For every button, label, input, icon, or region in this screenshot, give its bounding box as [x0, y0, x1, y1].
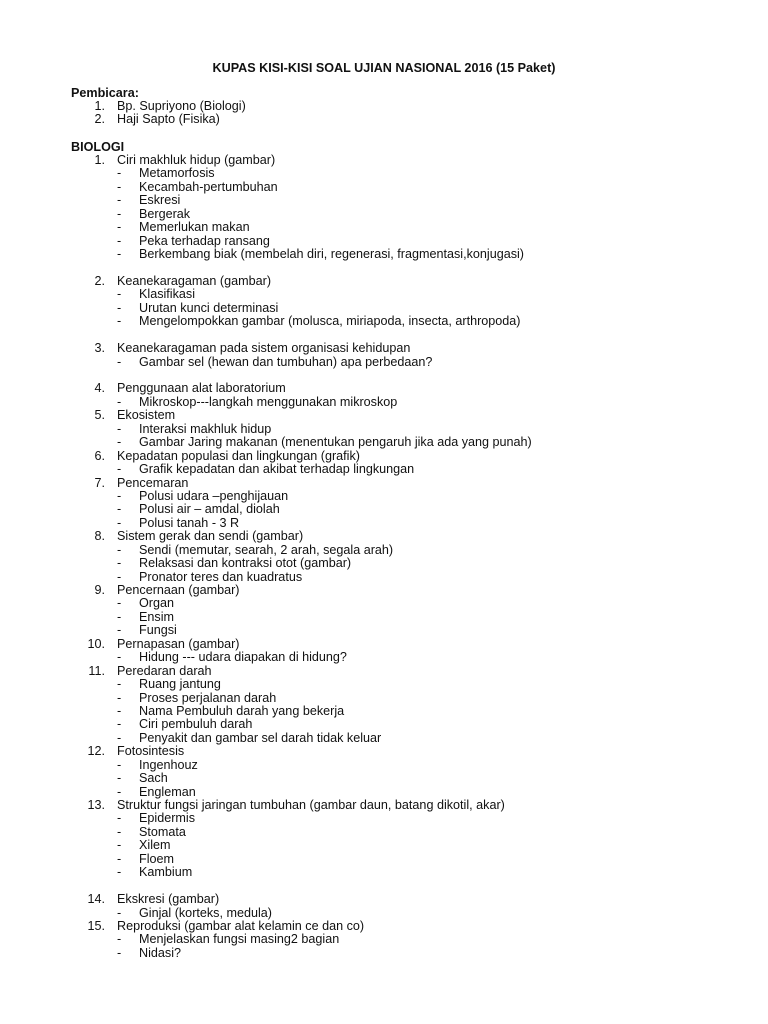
topic-number: 9. [94, 583, 105, 597]
topic-label: Reproduksi (gambar alat kelamin ce dan co) [117, 918, 365, 933]
subtopic-label: Menjelaskan fungsi masing2 bagian [139, 932, 340, 947]
topic-number: 8. [94, 529, 105, 544]
topic-item [71, 382, 751, 409]
topic-number: 3. [94, 341, 105, 356]
subtopic-item [71, 436, 751, 449]
topic-item [71, 665, 751, 746]
topic-number: 12. [87, 744, 105, 759]
subtopic-label: Floem [139, 851, 174, 866]
topic-heading [71, 530, 751, 543]
topic-label: Peredaran darah [117, 663, 212, 678]
bullet-dash: - [117, 730, 122, 745]
subtopic-label: Peka terhadap ransang [139, 233, 270, 248]
topic-label: Keanekaragaman pada sistem organisasi kehidupan [117, 341, 411, 356]
topic-item [71, 530, 751, 584]
subtopic-item [71, 907, 751, 920]
topic-item [71, 584, 751, 638]
topic-number: 13. [87, 798, 105, 812]
subtopic-label: Polusi udara –penghijauan [139, 488, 289, 503]
section-heading: BIOLOGI [71, 140, 125, 154]
subtopic-label: Memerlukan makan [139, 220, 250, 235]
topic-number: 7. [94, 475, 105, 490]
subtopic-label: Ginjal (korteks, medula) [139, 905, 272, 920]
subtopic-label: Ciri pembuluh darah [139, 717, 253, 732]
subtopic-item [71, 853, 751, 866]
subtopic-label: Kambium [139, 865, 193, 880]
bullet-dash: - [117, 771, 122, 786]
subtopic-label: Interaksi makhluk hidup [139, 421, 272, 436]
subtopic-item [71, 517, 751, 530]
subtopic-item [71, 557, 751, 570]
subtopic-item [71, 208, 751, 221]
subtopic-label: Bergerak [139, 206, 191, 221]
subtopic-label: Klasifikasi [139, 287, 195, 302]
subtopic-item [71, 423, 751, 436]
topic-label: Ekosistem [117, 408, 176, 423]
topic-number: 14. [87, 892, 105, 907]
subtopic-item [71, 933, 751, 946]
subtopic-label: Mikroskop---langkah menggunakan mikroskop [139, 394, 398, 409]
subtopic-item [71, 678, 751, 691]
subtopic-item [71, 396, 751, 409]
subtopic-label: Pronator teres dan kuadratus [139, 569, 303, 584]
topic-heading [71, 799, 751, 812]
topic-number: 5. [94, 408, 105, 423]
subtopic-item [71, 759, 751, 772]
topic-heading [71, 638, 751, 651]
subtopic-item [71, 248, 751, 261]
topic-label: Ekskresi (gambar) [117, 892, 220, 907]
topic-item [71, 275, 751, 329]
speaker-name: Bp. Supriyono (Biologi) [117, 99, 246, 113]
topic-heading [71, 450, 751, 463]
bullet-dash: - [117, 166, 122, 181]
topic-heading [71, 342, 751, 355]
blank-line [71, 369, 751, 382]
subtopic-item [71, 463, 751, 476]
bullet-dash: - [117, 784, 122, 799]
subtopic-item [71, 705, 751, 718]
subtopic-label: Mengelompokkan gambar (molusca, miriapoda, insecta, arthropoda) [139, 314, 521, 329]
bullet-dash: - [117, 932, 122, 947]
topic-number: 6. [94, 448, 105, 463]
subtopic-item [71, 651, 751, 664]
subtopic-label: Kecambah-pertumbuhan [139, 179, 278, 194]
topic-label: Pencemaran [117, 475, 189, 490]
speaker-number: 2. [94, 112, 105, 127]
subtopic-label: Fungsi [139, 623, 177, 638]
subtopic-label: Berkembang biak (membelah diri, regenerasi, fragmentasi,konjugasi) [139, 247, 524, 262]
bullet-dash: - [117, 609, 122, 624]
bullet-dash: - [117, 247, 122, 262]
subtopic-item [71, 503, 751, 516]
topic-item [71, 154, 751, 262]
subtopic-item [71, 356, 751, 369]
topic-heading [71, 893, 751, 906]
subtopic-item [71, 732, 751, 745]
subtopic-item [71, 786, 751, 799]
topic-heading [71, 154, 751, 167]
bullet-dash: - [117, 354, 122, 369]
subtopic-label: Gambar sel (hewan dan tumbuhan) apa perbedaan? [139, 354, 433, 369]
topic-heading [71, 409, 751, 422]
subtopic-label: Polusi air – amdal, diolah [139, 502, 280, 517]
subtopic-item [71, 544, 751, 557]
topic-label: Struktur fungsi jaringan tumbuhan (gambar daun, batang dikotil, akar) [117, 798, 505, 812]
subtopic-label: Grafik kepadatan dan akibat terhadap lingkungan [139, 462, 415, 477]
subtopic-label: Sendi (memutar, searah, 2 arah, segala arah) [139, 542, 394, 557]
topic-heading [71, 382, 751, 395]
bullet-dash: - [117, 179, 122, 194]
subtopic-item [71, 288, 751, 301]
bullet-dash: - [117, 300, 122, 315]
bullet-dash: - [117, 703, 122, 718]
topic-label: Fotosintesis [117, 744, 185, 759]
topic-item [71, 409, 751, 449]
bullet-dash: - [117, 865, 122, 880]
blank-line [71, 329, 751, 342]
bullet-dash: - [117, 421, 122, 436]
topic-item [71, 799, 751, 880]
topic-number: 15. [87, 918, 105, 933]
topic-label: Keanekaragaman (gambar) [117, 273, 272, 288]
subtopic-item [71, 772, 751, 785]
topic-label: Ciri makhluk hidup (gambar) [117, 153, 276, 167]
subtopic-label: Relaksasi dan kontraksi otot (gambar) [139, 556, 352, 571]
bullet-dash: - [117, 287, 122, 302]
subtopic-item [71, 315, 751, 328]
subtopic-label: Ruang jantung [139, 677, 221, 692]
bullet-dash: - [117, 851, 122, 866]
subtopic-item [71, 692, 751, 705]
bullet-dash: - [117, 838, 122, 853]
topic-heading [71, 745, 751, 758]
subtopic-item [71, 302, 751, 315]
subtopic-label: Ensim [139, 609, 174, 624]
bullet-dash: - [117, 623, 122, 638]
subtopic-item [71, 167, 751, 180]
blank-line [71, 880, 751, 893]
subtopic-item [71, 624, 751, 637]
blank-line [71, 262, 751, 275]
bullet-dash: - [117, 824, 122, 839]
topic-number: 11. [88, 663, 105, 678]
topic-item [71, 920, 751, 960]
subtopic-item [71, 866, 751, 879]
subtopic-item [71, 221, 751, 234]
subtopic-label: Sach [139, 771, 168, 786]
subtopic-item [71, 181, 751, 194]
subtopic-item [71, 597, 751, 610]
topic-heading [71, 665, 751, 678]
subtopic-label: Engleman [139, 784, 196, 799]
bullet-dash: - [117, 394, 122, 409]
subtopic-label: Proses perjalanan darah [139, 690, 277, 705]
bullet-dash: - [117, 717, 122, 732]
bullet-dash: - [117, 596, 122, 611]
topic-label: Kepadatan populasi dan lingkungan (grafik) [117, 448, 360, 463]
bullet-dash: - [117, 945, 122, 960]
topic-item [71, 450, 751, 477]
topic-heading [71, 920, 751, 933]
subtopic-label: Ingenhouz [139, 757, 198, 772]
subtopic-item [71, 812, 751, 825]
document-title: KUPAS KISI-KISI SOAL UJIAN NASIONAL 2016 (15 Paket) [212, 61, 556, 75]
topic-heading [71, 477, 751, 490]
bullet-dash: - [117, 233, 122, 248]
subtopic-label: Epidermis [139, 811, 195, 826]
speaker-number: 1. [94, 99, 105, 113]
bullet-dash: - [117, 569, 122, 584]
subtopic-label: Eskresi [139, 193, 181, 208]
bullet-dash: - [117, 650, 122, 665]
topic-number: 4. [94, 381, 105, 396]
bullet-dash: - [117, 515, 122, 530]
subtopic-label: Penyakit dan gambar sel darah tidak keluar [139, 730, 382, 745]
bullet-dash: - [117, 542, 122, 557]
topic-heading [71, 275, 751, 288]
topic-label: Sistem gerak dan sendi (gambar) [117, 529, 304, 544]
subtopic-label: Organ [139, 596, 175, 611]
topic-item [71, 638, 751, 665]
subtopic-item [71, 839, 751, 852]
subtopic-item [71, 611, 751, 624]
topic-item [71, 342, 751, 369]
subtopic-label: Hidung --- udara diapakan di hidung? [139, 650, 347, 665]
bullet-dash: - [117, 757, 122, 772]
subtopic-label: Xilem [139, 838, 171, 853]
bullet-dash: - [117, 206, 122, 221]
topic-label: Pencernaan (gambar) [117, 583, 240, 597]
bullet-dash: - [117, 193, 122, 208]
topic-number: 1. [94, 153, 105, 167]
topic-number: 10. [87, 636, 105, 651]
subtopic-item [71, 194, 751, 207]
bullet-dash: - [117, 905, 122, 920]
bullet-dash: - [117, 314, 122, 329]
bullet-dash: - [117, 690, 122, 705]
subtopic-label: Gambar Jaring makanan (menentukan pengaruh jika ada yang punah) [139, 435, 532, 450]
bullet-dash: - [117, 811, 122, 826]
speaker-name: Haji Sapto (Fisika) [117, 112, 220, 127]
topic-list [71, 154, 751, 960]
topic-item [71, 745, 751, 799]
topic-label: Penggunaan alat laboratorium [117, 381, 286, 396]
subtopic-item [71, 235, 751, 248]
subtopic-label: Urutan kunci determinasi [139, 300, 279, 315]
subtopic-item [71, 826, 751, 839]
bullet-dash: - [117, 435, 122, 450]
subtopic-item [71, 947, 751, 960]
topic-label: Pernapasan (gambar) [117, 636, 240, 651]
bullet-dash: - [117, 488, 122, 503]
topic-heading [71, 584, 751, 597]
bullet-dash: - [117, 556, 122, 571]
bullet-dash: - [117, 677, 122, 692]
topic-item [71, 893, 751, 920]
speakers-heading: Pembicara: [71, 86, 139, 100]
bullet-dash: - [117, 220, 122, 235]
topic-item [71, 477, 751, 531]
subtopic-item [71, 490, 751, 503]
subtopic-label: Metamorfosis [139, 166, 215, 181]
subtopic-label: Polusi tanah - 3 R [139, 515, 240, 530]
subtopic-item [71, 718, 751, 731]
subtopic-label: Nidasi? [139, 945, 181, 960]
topic-number: 2. [94, 273, 105, 288]
subtopic-label: Stomata [139, 824, 186, 839]
bullet-dash: - [117, 462, 122, 477]
bullet-dash: - [117, 502, 122, 517]
subtopic-label: Nama Pembuluh darah yang bekerja [139, 703, 345, 718]
subtopic-item [71, 571, 751, 584]
